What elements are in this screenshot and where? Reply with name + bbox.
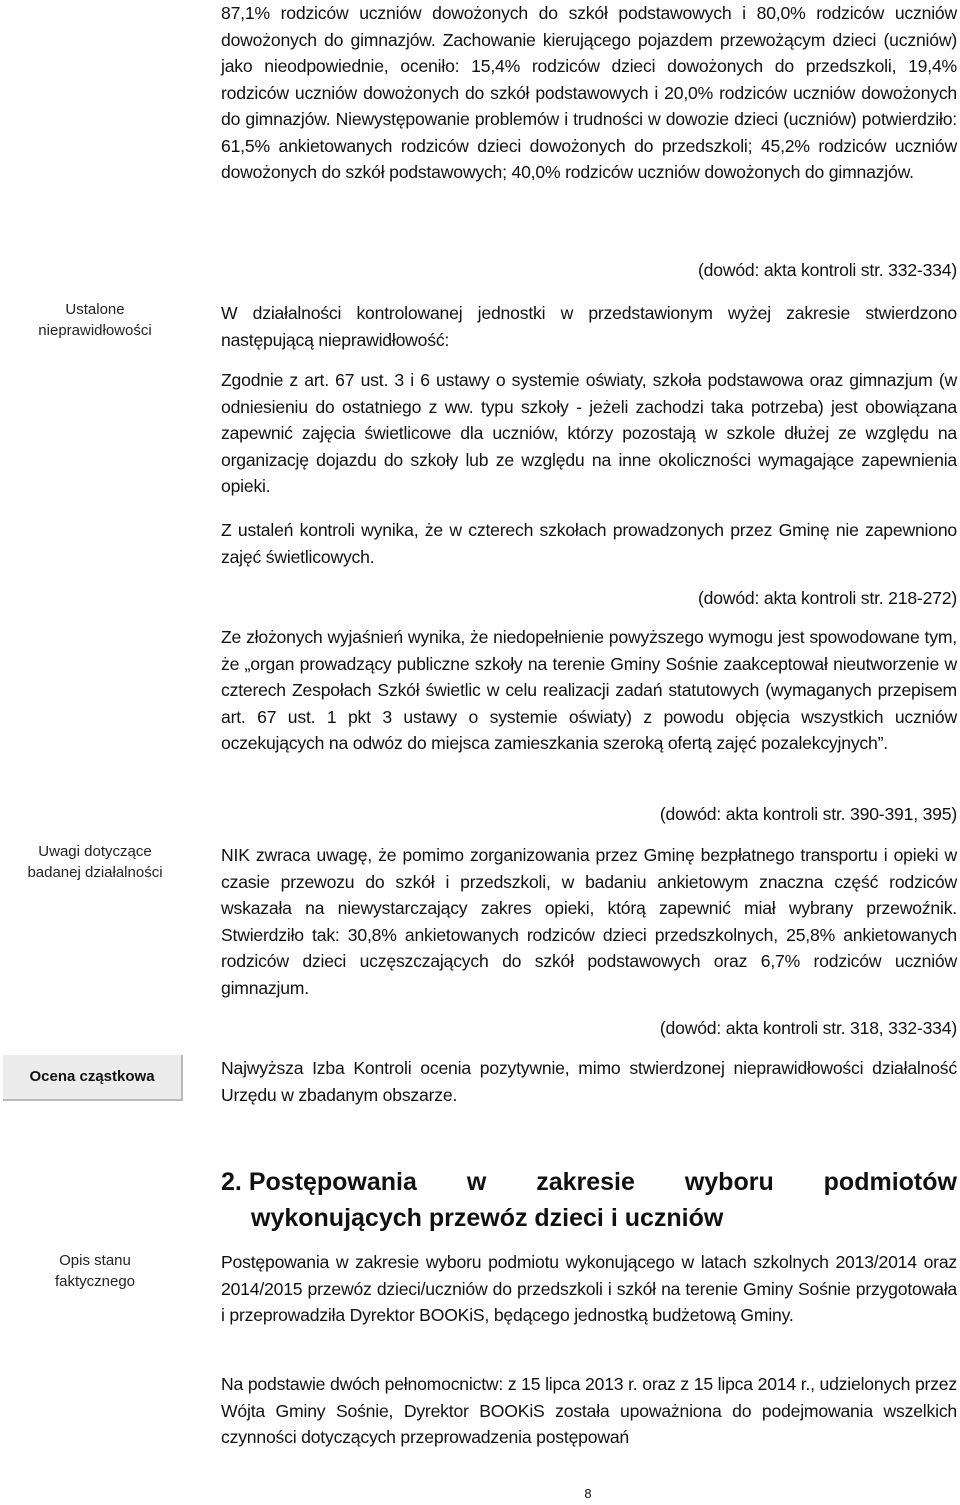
sidebar-label-facts <box>0 1250 190 1292</box>
sidebar-label-line: Ustalone <box>65 301 125 318</box>
sidebar-label-line: Uwagi dotyczące <box>38 843 152 860</box>
sidebar-label-line: badanej działalności <box>27 864 163 881</box>
paragraph-text: 87,1% rodziców uczniów dowożonych do szkół podstawowych i 80,0% rodziców uczniów dowożonych do gimnazjów. Zachowanie kierującego pojazdem przewożącym dzieci (uczniów) jako nieodpowiednie, oceniło: 15,4% rodziców dzieci dowożonych do przedszkoli, 19,4% rodziców uczniów dowożonych do szkół podstawowych i 20,0% rodziców uczniów dowożonych do gimnazjów. Niewystępowanie problemów i trudności w dowozie dzieci (uczniów) potwierdziło: 61,5% ankietowanych rodziców dzieci dowożonych do przedszkoli; 45,2% rodziców uczniów dowożonych do szkół podstawowych; 40,0% rodziców uczniów dowożonych do gimnazjów. <box>221 3 957 182</box>
paragraph-text: Na podstawie dwóch pełnomocnictw: z 15 lipca 2013 r. oraz z 15 lipca 2014 r., udzielonych przez Wójta Gminy Sośnie, Dyrektor BOOKiS została upoważniona do podejmowania wszelkich czynności dotyczących przeprowadzenia postępowań <box>221 1374 957 1447</box>
paragraph-text: W działalności kontrolowanej jednostki w przedstawionym wyżej zakresie stwierdzono następującą nieprawidłowość: <box>221 303 957 350</box>
evidence-reference: (dowód: akta kontroli str. 318, 332-334) <box>659 1018 957 1038</box>
paragraph-procedures <box>221 1249 957 1329</box>
paragraph-irregularity-intro <box>221 300 957 353</box>
evidence-reference: (dowód: akta kontroli str. 332-334) <box>697 260 957 280</box>
section-heading-word: wyboru <box>684 1168 774 1196</box>
sidebar-label-remarks <box>0 841 190 883</box>
section-heading-word: w <box>466 1168 487 1196</box>
sidebar-label-line: nieprawidłowości <box>38 322 152 339</box>
section-heading-word: podmiotów <box>823 1168 957 1196</box>
sidebar-label-line: Opis stanu <box>59 1252 131 1269</box>
paragraph-powers-of-attorney <box>221 1371 957 1451</box>
page-number: 8 <box>584 1486 592 1501</box>
sidebar-label-irregularities <box>0 299 190 341</box>
section-heading-line-1 <box>221 1164 957 1200</box>
paragraph-findings <box>221 517 957 570</box>
paragraph-legal-basis <box>221 367 957 500</box>
section-number: 2. <box>221 1168 242 1196</box>
section-heading-word: zakresie <box>536 1168 635 1196</box>
partial-grade-label: Ocena cząstkowa <box>3 1055 183 1101</box>
paragraph-nik-remarks <box>221 842 957 1001</box>
paragraph-text: Z ustaleń kontroli wynika, że w czterech szkołach prowadzonych przez Gminę nie zapewniono zajęć świetlicowych. <box>221 520 957 567</box>
section-heading-line-2: wykonujących przewóz dzieci i uczniów <box>251 1204 724 1232</box>
section-heading <box>221 1164 957 1236</box>
paragraph-explanations <box>221 624 957 757</box>
evidence-reference: (dowód: akta kontroli str. 218-272) <box>697 588 957 608</box>
paragraph-text: NIK zwraca uwagę, że pomimo zorganizowania przez Gminę bezpłatnego transportu i opieki w czasie przewozu do szkół i przedszkoli, w badaniu ankietowym znaczna część rodziców wskazała na niewystarczający zakres opieki, którą zapewnić miał wybrany przewoźnik. Stwierdziło tak: 30,8% ankietowanych rodziców dzieci przedszkolnych, 25,8% ankietowanych rodziców dzieci uczęszczających do szkół podstawowych oraz 6,7% rodziców uczniów gimnazjum. <box>221 845 957 998</box>
paragraph-partial-grade <box>221 1055 957 1108</box>
paragraph-text: Postępowania w zakresie wyboru podmiotu wykonującego w latach szkolnych 2013/2014 oraz 2014/2015 przewóz dzieci/uczniów do przedszkoli i szkół na terenie Gminy Sośnie przygotowała i przeprowadziła Dyrektor BOOKiS, będącego jednostką budżetową Gminy. <box>221 1252 957 1325</box>
section-heading-word: 2. Postępowania <box>221 1168 417 1196</box>
paragraph-text: Zgodnie z art. 67 ust. 3 i 6 ustawy o systemie oświaty, szkoła podstawowa oraz gimnazjum (w odniesieniu do ostatniego z ww. typu szkoły - jeżeli zachodzi taka potrzeba) jest obowiązana zapewnić zajęcia świetlicowe dla uczniów, którzy pozostają w szkole dłużej ze względu na organizację dojazdu do szkoły lub ze względu na inne okoliczności wymagające zapewnienia opieki. <box>221 370 957 496</box>
sidebar-label-line: faktycznego <box>54 1273 136 1290</box>
evidence-reference: (dowód: akta kontroli str. 390-391, 395) <box>659 804 957 824</box>
paragraph-text: Najwyższa Izba Kontroli ocenia pozytywnie, mimo stwierdzonej nieprawidłowości działalność Urzędu w zbadanym obszarze. <box>221 1058 957 1105</box>
paragraph-text: Ze złożonych wyjaśnień wynika, że niedopełnienie powyższego wymogu jest spowodowane tym, że „organ prowadzący publiczne szkoły na terenie Gminy Sośnie zaakceptował nieutworzenie w czterech Zespołach Szkół świetlic w celu realizacji zadań statutowych (wymaganych przepisem art. 67 ust. 1 pkt 3 ustawy o systemie oświaty) z powodu objęcia wszystkich uczniów oczekujących na odwóz do miejsca zamieszkania szeroką ofertą zajęć pozalekcyjnych”. <box>221 627 957 753</box>
paragraph-survey-results <box>221 0 957 186</box>
